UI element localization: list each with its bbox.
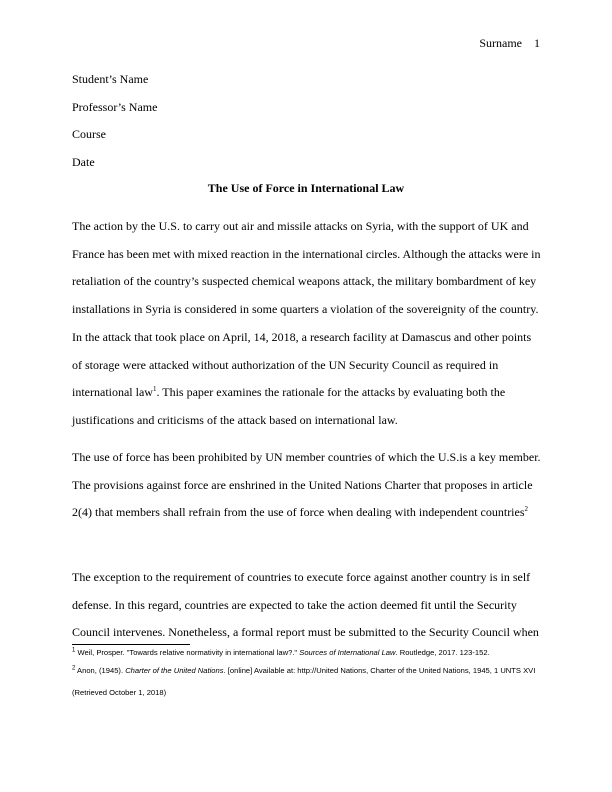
- paragraph-exception: The exception to the requirement of countries to execute force against another country is in self defense. In this regard, countries are expected to take the action deemed fit until the Security Council intervenes. Nonetheless, a formal report must be submitted to the Security Council when: [72, 570, 539, 640]
- footnote-1-text: Weil, Prosper. "Towards relative normativity in international law?.": [77, 648, 298, 657]
- footnote-ref-1[interactable]: 1: [152, 385, 157, 394]
- paragraph-prohibition: [72, 444, 542, 527]
- footnote-1: [72, 648, 542, 658]
- footnote-1-text-end: . Routledge, 2017. 123-152.: [395, 648, 490, 657]
- footnote-separator: [72, 644, 190, 645]
- date-line: Date: [72, 155, 95, 169]
- footnote-ref-2[interactable]: 2: [524, 505, 529, 514]
- student-name: Student’s Name: [72, 72, 149, 86]
- paragraph-intro-text-end: . This paper examines the rationale for the attacks by evaluating both the justifications and criticisms of the attack based on international law.: [72, 385, 506, 427]
- footnote-2-marker: 2: [72, 665, 76, 672]
- paragraph-intro: [72, 213, 542, 435]
- header-surname: Surname: [479, 36, 522, 50]
- footnote-2-source: Charter of the United Nations: [125, 666, 224, 675]
- page-number: 1: [534, 36, 540, 50]
- paper-title: The Use of Force in International Law: [207, 181, 405, 195]
- footnote-2-text: Anon, (1945).: [77, 666, 124, 675]
- footnote-2: [72, 660, 542, 704]
- footnote-1-marker: 1: [72, 647, 76, 654]
- paragraph-prohibition-text: The use of force has been prohibited by UN member countries of which the U.S.is a key member. The provisions against force are enshrined in the United Nations Charter that proposes in article 2(4) that members shall refrain from the use of force when dealing with independent countries: [72, 450, 541, 520]
- footnote-1-source: Sources of International Law: [299, 648, 396, 657]
- paragraph-intro-text: The action by the U.S. to carry out air and missile attacks on Syria, with the support of UK and France has been met with mixed reaction in the international circles. Although the attacks were in retaliation of the country’s suspected chemical weapons attack, the military bombardment of key installations in Syria is considered in some quarters a violation of the sovereignity of the country. In the attack that took place on April, 14, 2018, a research facility at Damascus and other points of storage were attacked without authorization of the UN Security Council as required in international law: [72, 219, 541, 400]
- course-name: Course: [72, 127, 106, 141]
- professor-name: Professor’s Name: [72, 100, 158, 114]
- running-header: [479, 36, 540, 50]
- footnote-2-text-end: . [online] Available at: http://United Nations, Charter of the United Nations, 1945, 1 UNTS XVI (Retrieved October 1, 2018): [72, 666, 536, 697]
